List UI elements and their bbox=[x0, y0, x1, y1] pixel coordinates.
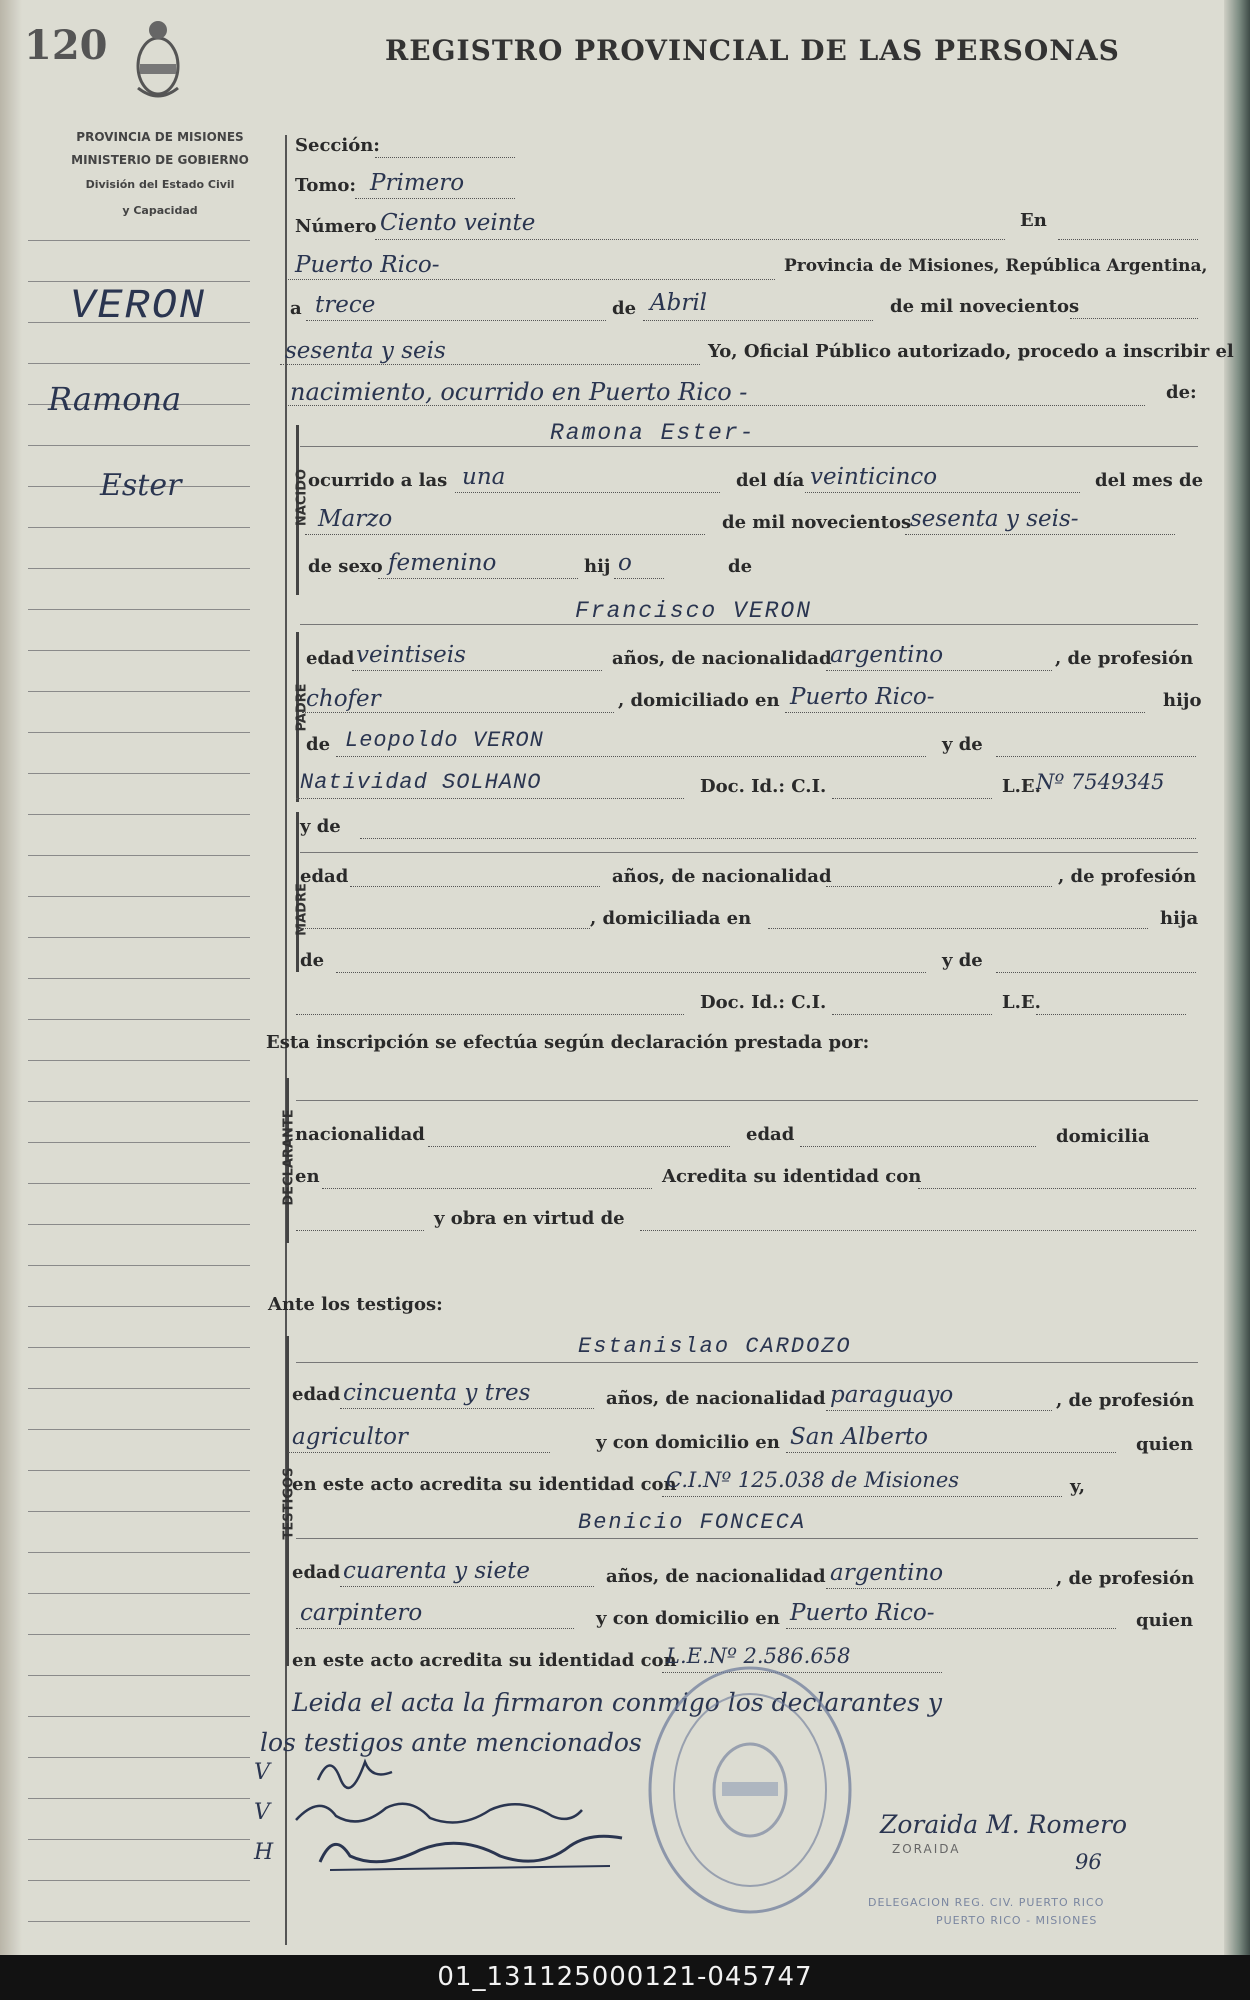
tomo-value: Primero bbox=[370, 170, 465, 196]
testigo1-domicilio: San Alberto bbox=[790, 1424, 928, 1450]
declarante-obra-label: y obra en virtud de bbox=[434, 1208, 625, 1229]
testigo1-edad: cincuenta y tres bbox=[343, 1380, 531, 1406]
page-binding bbox=[0, 0, 22, 1955]
margin-rule bbox=[28, 1839, 250, 1840]
margin-rule bbox=[28, 1019, 250, 1020]
anio-nac-value: sesenta y seis- bbox=[910, 506, 1079, 532]
padre-prof-label: , de profesión bbox=[1055, 648, 1194, 669]
testigo1-quien-label: quien bbox=[1136, 1434, 1194, 1455]
margin-rule bbox=[28, 1224, 250, 1225]
margin-rule bbox=[28, 1511, 250, 1512]
provincia-label: Provincia de Misiones, República Argentina, bbox=[784, 256, 1208, 276]
sexo-label: de sexo bbox=[308, 556, 383, 577]
margin-rule bbox=[28, 1101, 250, 1102]
margin-rule bbox=[28, 240, 250, 241]
anio-value: sesenta y seis bbox=[285, 338, 446, 364]
testigo2-quien-label: quien bbox=[1136, 1610, 1194, 1631]
document-title: REGISTRO PROVINCIAL DE LAS PERSONAS bbox=[385, 34, 1120, 67]
hijo-suffix: o bbox=[618, 550, 632, 576]
margin-rule bbox=[28, 732, 250, 733]
padre-de-label: de bbox=[306, 734, 331, 755]
org-line-3: División del Estado Civil bbox=[85, 178, 235, 191]
hijo-label: hij bbox=[584, 556, 611, 577]
signature-benicio bbox=[310, 1826, 630, 1876]
hora-value: una bbox=[462, 464, 506, 490]
org-line-2: MINISTERIO DE GOBIERNO bbox=[71, 153, 249, 167]
org-line-4: y Capacidad bbox=[122, 204, 198, 217]
margin-rule bbox=[28, 855, 250, 856]
testigo2-prof-label: , de profesión bbox=[1056, 1568, 1195, 1589]
margin-surname: VERON bbox=[70, 282, 207, 330]
padre-padre-de: Leopoldo VERON bbox=[345, 728, 544, 753]
margin-rule bbox=[28, 937, 250, 938]
margin-rule bbox=[28, 1593, 250, 1594]
testigo2-documento: L.E.Nº 2.586.658 bbox=[666, 1644, 851, 1668]
testigo2-edad-label: edad bbox=[292, 1562, 341, 1583]
coat-of-arms-icon bbox=[128, 8, 188, 104]
nacido-nombre: Ramona Ester- bbox=[550, 420, 756, 446]
mes-nac-value: Marzo bbox=[318, 506, 393, 532]
declaracion-label: Esta inscripción se efectúa según declaración prestada por: bbox=[266, 1032, 870, 1053]
padre-madre-de: Natividad SOLHANO bbox=[300, 770, 542, 795]
margin-rule bbox=[28, 527, 250, 528]
declarante-dom-label: domicilia bbox=[1056, 1126, 1150, 1147]
declarante-en-label: en bbox=[295, 1166, 320, 1187]
madre-nac-label: años, de nacionalidad bbox=[612, 866, 832, 887]
marca-v2: V bbox=[254, 1800, 270, 1825]
margin-rule bbox=[28, 1675, 250, 1676]
del-dia-label: del día bbox=[736, 470, 805, 491]
margin-rule bbox=[28, 1183, 250, 1184]
margin-rule bbox=[28, 1716, 250, 1717]
testigo1-y-label: y, bbox=[1070, 1476, 1086, 1497]
declarante-acredita-label: Acredita su identidad con bbox=[662, 1166, 922, 1187]
padre-nombre: Francisco VERON bbox=[575, 598, 813, 624]
de-label: de bbox=[612, 298, 637, 319]
padre-edad-label: edad bbox=[306, 648, 355, 669]
testigo1-acredita-label: en este acto acredita su identidad con bbox=[292, 1474, 677, 1495]
testigo1-dom-label: y con domicilio en bbox=[596, 1432, 780, 1453]
padre-nac-label: años, de nacionalidad bbox=[612, 648, 832, 669]
margin-rule bbox=[28, 1921, 250, 1922]
margin-rule bbox=[28, 1060, 250, 1061]
madre-section-label: MADRE bbox=[294, 883, 310, 936]
madre-y-de-label: y de bbox=[300, 816, 341, 837]
dia-nac-value: veinticinco bbox=[810, 464, 938, 490]
padre-domicilio: Puerto Rico- bbox=[790, 684, 935, 710]
tipo-value: nacimiento, ocurrido en Puerto Rico - bbox=[290, 378, 748, 406]
official-label: Yo, Oficial Público autorizado, procedo a inscribir el bbox=[708, 341, 1234, 362]
madre-hija-label: hija bbox=[1160, 908, 1199, 929]
fecha-corta: 96 bbox=[1075, 1850, 1102, 1874]
margin-rule bbox=[28, 773, 250, 774]
numero-label: Número bbox=[295, 216, 377, 237]
padre-profesion: chofer bbox=[306, 686, 381, 712]
padre-le-value: Nº 7549345 bbox=[1036, 770, 1165, 794]
margin-rule bbox=[28, 1347, 250, 1348]
margin-rule bbox=[28, 609, 250, 610]
a-label: a bbox=[290, 298, 302, 319]
signature-mark-1 bbox=[310, 1750, 400, 1790]
madre-dom-label: , domiciliada en bbox=[590, 908, 752, 929]
margin-rule bbox=[28, 650, 250, 651]
testigo2-nac-label: años, de nacionalidad bbox=[606, 1566, 826, 1587]
sexo-value: femenino bbox=[388, 550, 497, 576]
margin-rule bbox=[28, 1880, 250, 1881]
cierre-linea-1: Leida el acta la firmaron conmigo los declarantes y bbox=[292, 1688, 942, 1717]
padre-dom-label: , domiciliado en bbox=[618, 690, 780, 711]
testigo2-dom-label: y con domicilio en bbox=[596, 1608, 780, 1629]
testigo1-edad-label: edad bbox=[292, 1384, 341, 1405]
margin-first-name: Ramona bbox=[48, 380, 182, 418]
de-colon-label: de: bbox=[1166, 382, 1197, 403]
declarante-nac-label: nacionalidad bbox=[295, 1124, 425, 1145]
en-label: En bbox=[1020, 210, 1047, 231]
testigo1-profesion: agricultor bbox=[292, 1424, 408, 1450]
margin-rule bbox=[28, 896, 250, 897]
mil-nac-label: de mil novecientos bbox=[722, 512, 912, 533]
numero-value: Ciento veinte bbox=[380, 210, 536, 236]
testigo2-acredita-label: en este acto acredita su identidad con bbox=[292, 1650, 677, 1671]
padre-edad: veintiseis bbox=[356, 642, 466, 668]
margin-second-name: Ester bbox=[100, 468, 182, 503]
testigo1-nac-label: años, de nacionalidad bbox=[606, 1388, 826, 1409]
madre-le-label: L.E. bbox=[1002, 992, 1041, 1013]
margin-rule bbox=[28, 1798, 250, 1799]
testigo1-nacionalidad: paraguayo bbox=[830, 1382, 954, 1408]
margin-rule bbox=[28, 1429, 250, 1430]
madre-prof-label: , de profesión bbox=[1058, 866, 1197, 887]
page-edge bbox=[1224, 0, 1250, 1955]
madre-de-label: de bbox=[300, 950, 325, 971]
image-footer-code: 01_131125000121-045747 bbox=[0, 1955, 1250, 2000]
margin-rule bbox=[28, 1757, 250, 1758]
oficial-sello: ZORAIDA bbox=[892, 1842, 961, 1856]
padre-section-label: PADRE bbox=[294, 683, 310, 732]
testigo2-domicilio: Puerto Rico- bbox=[790, 1600, 935, 1626]
testigo2-profesion: carpintero bbox=[300, 1600, 423, 1626]
padre-hijo-label: hijo bbox=[1163, 690, 1202, 711]
sello-inferior: DELEGACION REG. CIV. PUERTO RICO bbox=[868, 1896, 1105, 1909]
margin-rule bbox=[28, 1470, 250, 1471]
margin-rule bbox=[28, 1552, 250, 1553]
cierre-linea-2: los testigos ante mencionados bbox=[260, 1728, 642, 1757]
testigo1-prof-label: , de profesión bbox=[1056, 1390, 1195, 1411]
margin-rule bbox=[28, 568, 250, 569]
mil-label: de mil novecientos bbox=[890, 296, 1080, 317]
page-number: 120 bbox=[24, 22, 108, 69]
margin-rule bbox=[28, 814, 250, 815]
margin-rule bbox=[28, 363, 250, 364]
margin-rule bbox=[28, 1265, 250, 1266]
declarante-edad-label: edad bbox=[746, 1124, 795, 1145]
margin-rule bbox=[28, 1142, 250, 1143]
testigo1-documento: C.I.Nº 125.038 de Misiones bbox=[666, 1468, 960, 1492]
nacido-section-label: NACIDO bbox=[294, 468, 310, 527]
ocurrido-label: ocurrido a las bbox=[308, 470, 448, 491]
testigo2-nombre: Benicio FONCECA bbox=[578, 1510, 807, 1535]
padre-nacionalidad: argentino bbox=[830, 642, 944, 668]
margin-rule bbox=[28, 445, 250, 446]
sello-lugar: PUERTO RICO - MISIONES bbox=[936, 1914, 1098, 1927]
madre-edad-label: edad bbox=[300, 866, 349, 887]
firma-oficial: Zoraida M. Romero bbox=[880, 1810, 1127, 1839]
tomo-label: Tomo: bbox=[295, 175, 357, 196]
margin-rule bbox=[28, 1306, 250, 1307]
lugar-value: Puerto Rico- bbox=[295, 252, 440, 278]
mes-value: Abril bbox=[650, 290, 708, 316]
del-mes-label: del mes de bbox=[1095, 470, 1204, 491]
margin-rule bbox=[28, 978, 250, 979]
madre-doc-label: Doc. Id.: C.I. bbox=[700, 992, 827, 1013]
testigos-label: Ante los testigos: bbox=[268, 1294, 443, 1315]
madre-y-de2-label: y de bbox=[942, 950, 983, 971]
margin-rule bbox=[28, 1388, 250, 1389]
margin-rule bbox=[28, 1634, 250, 1635]
padre-doc-label: Doc. Id.: C.I. bbox=[700, 776, 827, 797]
margin-rule bbox=[28, 691, 250, 692]
declarante-section-label: DECLARANTE bbox=[281, 1109, 297, 1206]
org-line-1: PROVINCIA DE MISIONES bbox=[76, 130, 244, 144]
testigo1-nombre: Estanislao CARDOZO bbox=[578, 1334, 852, 1359]
testigos-section-label: TESTIGOS bbox=[281, 1467, 297, 1540]
padre-y-de-label: y de bbox=[942, 734, 983, 755]
marca-v1: V bbox=[254, 1760, 270, 1785]
official-seal-icon bbox=[640, 1660, 860, 1920]
testigo2-edad: cuarenta y siete bbox=[343, 1558, 531, 1584]
seccion-label: Sección: bbox=[295, 135, 380, 156]
marca-h: H bbox=[254, 1840, 274, 1865]
testigo2-nacionalidad: argentino bbox=[830, 1560, 944, 1586]
hijo-de-label: de bbox=[728, 556, 753, 577]
padre-le-label: L.E. bbox=[1002, 776, 1041, 797]
dia-value: trece bbox=[315, 292, 376, 318]
